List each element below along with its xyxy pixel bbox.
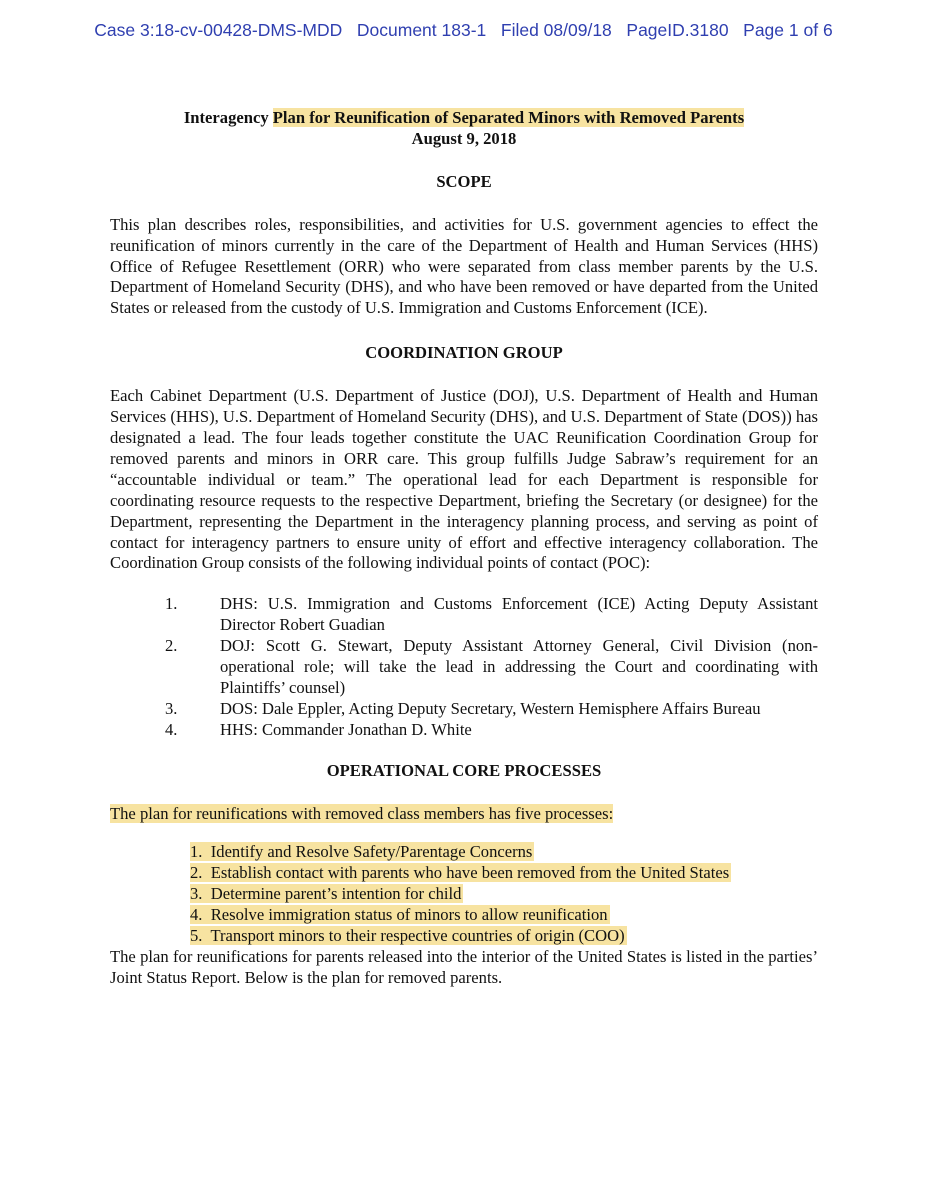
- coordination-paragraph: Each Cabinet Department (U.S. Department of Justice (DOJ), U.S. Department of Health and Human Services (HHS), U.S. Department of Homeland Security (DHS), and U.S. Department of State (DOS)) has designated a lead. The four leads together constitute the UAC Reunification Coordination Group for removed parents and minors in ORR care. This group fulfills Judge Sabraw’s requirement for an “accountable individual or team.” The operational lead for each Department is responsible for coordinating resource requests to the respective Department, briefing the Secretary (or designee) for the Department, representing the Department in the interagency planning process, and serving as point of contact for interagency partners to ensure unity of effort and effective interagency collaboration. The Coordination Group consists of the following individual points of contact (POC):: [110, 386, 818, 573]
- document-title: [110, 108, 818, 129]
- document-number: Document 183-1: [356, 20, 487, 40]
- title-prefix: Interagency: [183, 108, 269, 127]
- document-page: [110, 108, 818, 989]
- coordination-heading: COORDINATION GROUP: [365, 343, 563, 363]
- list-item: 1. DHS: U.S. Immigration and Customs Enforcement (ICE) Acting Deputy Assistant Director Robert Guadian: [165, 594, 818, 635]
- operational-intro: The plan for reunifications with removed class members has five processes:: [110, 803, 614, 823]
- document-date: August 9, 2018: [411, 128, 517, 148]
- page-id: PageID.3180: [626, 20, 729, 40]
- title-highlighted: Plan for Reunification of Separated Minors with Removed Parents: [272, 108, 745, 127]
- scope-paragraph: This plan describes roles, responsibilities, and activities for U.S. government agencies to effect the reunification of minors currently in the care of the Department of Health and Human Services (HHS) Office of Refugee Resettlement (ORR) who were separated from class member parents by the U.S. Department of Homeland Security (DHS), and who have been removed or have departed from the United States or released from the custody of U.S. Immigration and Customs Enforcement (ICE).: [110, 214, 818, 318]
- list-item: 2. DOJ: Scott G. Stewart, Deputy Assistant Attorney General, Civil Division (non-operational role; will take the lead in addressing the Court and coordinating with Plaintiffs’ counsel): [165, 636, 818, 697]
- closing-paragraph: The plan for reunifications for parents released into the interior of the United States is listed in the parties’ Joint Status Report. Below is the plan for removed parents.: [110, 947, 818, 987]
- court-filing-header: [0, 20, 927, 41]
- process-list: [110, 842, 818, 947]
- list-item: 1. Identify and Resolve Safety/Parentage Concerns: [190, 842, 533, 862]
- case-number: Case 3:18-cv-00428-DMS-MDD: [94, 20, 343, 40]
- scope-heading: SCOPE: [436, 171, 492, 191]
- list-item: 4. Resolve immigration status of minors to allow reunification: [190, 905, 608, 925]
- list-item: 4. HHS: Commander Jonathan D. White: [165, 719, 472, 739]
- list-item: 2. Establish contact with parents who have been removed from the United States: [190, 863, 730, 883]
- list-item: 3. DOS: Dale Eppler, Acting Deputy Secretary, Western Hemisphere Affairs Bureau: [165, 698, 761, 718]
- page-count: Page 1 of 6: [743, 20, 833, 40]
- list-item: 5. Transport minors to their respective countries of origin (COO): [190, 926, 625, 946]
- list-item: 3. Determine parent’s intention for child: [190, 884, 462, 904]
- operational-heading: OPERATIONAL CORE PROCESSES: [326, 760, 602, 780]
- filed-date: Filed 08/09/18: [500, 20, 612, 40]
- poc-list: [110, 594, 818, 740]
